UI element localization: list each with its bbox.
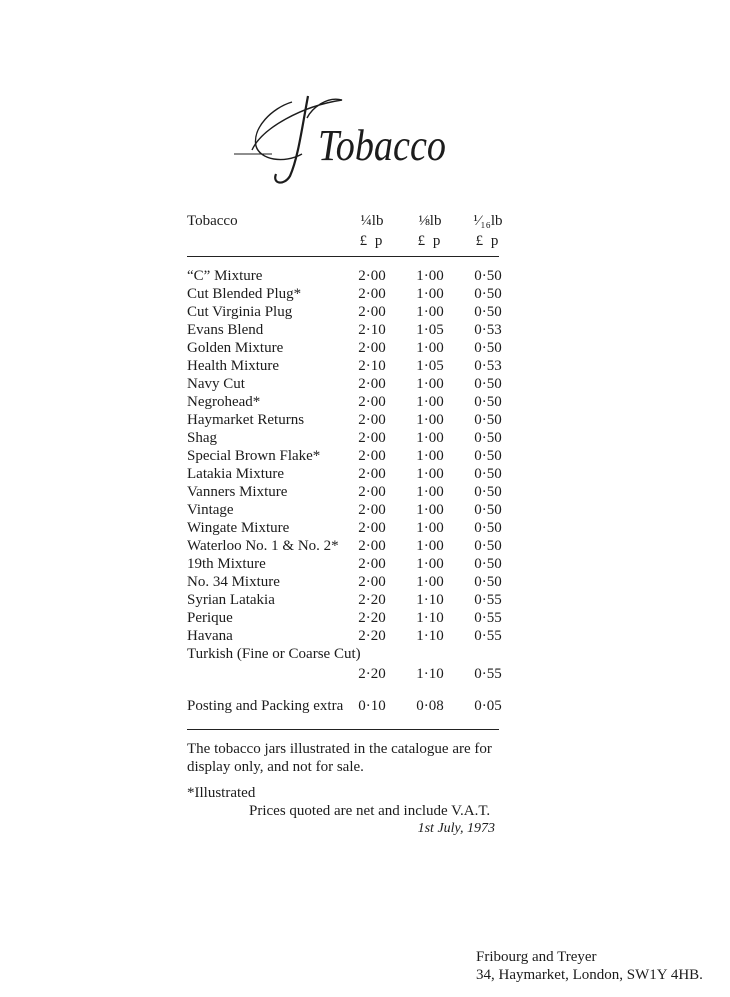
sixteenth-lb-price: 0·50 (474, 520, 502, 536)
table-row (187, 267, 502, 285)
sixteenth-lb-price: 0·50 (474, 484, 502, 500)
tobacco-name: Health Mixture (187, 358, 280, 374)
sixteenth-lb-price: 0·55 (474, 628, 502, 644)
eighth-lb-price: 1·00 (416, 448, 444, 464)
footer-rule (187, 729, 499, 730)
sixteenth-lb-price: 0·50 (474, 448, 502, 464)
column-header-quarter-lb: ¼lb (360, 213, 384, 229)
quarter-lb-price: 2·00 (358, 304, 386, 320)
eighth-lb-price: 1·00 (416, 466, 444, 482)
tobacco-name: Haymarket Returns (187, 412, 305, 428)
quarter-lb-price: 2·00 (358, 430, 386, 446)
tobacco-name: Cut Virginia Plug (187, 304, 293, 320)
sixteenth-lb-price: 0·50 (474, 430, 502, 446)
sixteenth-lb-price: 0·50 (474, 574, 502, 590)
illustrated-note: *Illustrated (187, 785, 256, 801)
price-table (187, 206, 503, 730)
tobacco-name: Latakia Mixture (187, 466, 285, 482)
sixteenth-lb-price: 0·50 (474, 268, 502, 284)
table-body (187, 267, 502, 683)
title-text: Tobacco (318, 121, 446, 170)
column-header-eighth-lb: ⅛lb (418, 213, 442, 229)
quarter-lb-price: 2·00 (358, 394, 386, 410)
tobacco-name: “C” Mixture (187, 268, 263, 284)
postage-label: Posting and Packing extra (187, 698, 344, 714)
tobacco-name: Negrohead* (187, 394, 261, 410)
eighth-lb-price: 1·05 (416, 322, 444, 338)
tobacco-name: Wingate Mixture (187, 520, 290, 536)
tobacco-name: Navy Cut (187, 376, 245, 392)
table-row (187, 357, 502, 375)
street-address: 34, Haymarket, London, SW1Y 4HB. (476, 967, 703, 983)
eighth-lb-price: 1·00 (416, 376, 444, 392)
eighth-lb-price: 1·10 (416, 666, 444, 682)
eighth-lb-price: 1·00 (416, 484, 444, 500)
sixteenth-lb-price: 0·55 (474, 610, 502, 626)
tobacco-name: Golden Mixture (187, 340, 284, 356)
eighth-lb-price: 1·00 (416, 394, 444, 410)
jars-note: The tobacco jars illustrated in the catalogue are for display only, and not for sale. (187, 741, 492, 775)
column-header-name: Tobacco (187, 213, 238, 229)
eighth-lb-price: 1·10 (416, 610, 444, 626)
sixteenth-lb-price: 0·50 (474, 412, 502, 428)
company-name: Fribourg and Treyer (476, 949, 597, 965)
sixteenth-lb-price: 0·53 (474, 322, 502, 338)
postage-row (187, 697, 502, 715)
title-flourish (232, 88, 452, 188)
tobacco-name: Vanners Mixture (187, 484, 288, 500)
eighth-lb-price: 1·00 (416, 538, 444, 554)
tobacco-name: Cut Blended Plug* (187, 286, 302, 302)
header-rule (187, 256, 499, 257)
eighth-lb-price: 1·10 (416, 592, 444, 608)
table-row (187, 537, 502, 555)
sixteenth-lb-price: 0·50 (474, 466, 502, 482)
eighth-lb-price: 1·10 (416, 628, 444, 644)
table-row (187, 609, 502, 627)
eighth-lb-price: 1·00 (416, 286, 444, 302)
quarter-lb-price: 2·00 (358, 412, 386, 428)
eighth-lb-price: 1·00 (416, 502, 444, 518)
quarter-lb-price: 2·20 (358, 666, 386, 682)
eighth-lb-price: 1·00 (416, 574, 444, 590)
quarter-lb-price: 2·20 (358, 628, 386, 644)
table-row (187, 411, 502, 429)
notes (187, 740, 517, 838)
table-row (187, 429, 502, 447)
currency-label: £ p (417, 233, 443, 249)
table-row (187, 375, 502, 393)
eighth-lb-price: 1·00 (416, 268, 444, 284)
table-row (187, 285, 502, 303)
column-header-sixteenth-lb: ¹⁄₁₆lb (473, 213, 503, 229)
table-row (187, 447, 502, 465)
quarter-lb-price: 2·00 (358, 520, 386, 536)
address (476, 948, 703, 984)
table-row (187, 339, 502, 357)
sixteenth-lb-price: 0·55 (474, 666, 502, 682)
quarter-lb-price: 2·00 (358, 556, 386, 572)
tobacco-name: Vintage (187, 502, 234, 518)
table-row (187, 573, 502, 591)
table-row (187, 627, 502, 645)
vat-note: Prices quoted are net and include V.A.T. (249, 803, 491, 819)
quarter-lb-price: 2·00 (358, 466, 386, 482)
quarter-lb-price: 2·00 (358, 286, 386, 302)
eighth-lb-price: 1·00 (416, 304, 444, 320)
table-row (187, 321, 502, 339)
sixteenth-lb-price: 0·50 (474, 340, 502, 356)
currency-label: £ p (475, 233, 501, 249)
quarter-lb-price: 2·00 (358, 376, 386, 392)
quarter-lb-price: 2·00 (358, 538, 386, 554)
table-row (187, 303, 502, 321)
sixteenth-lb-price: 0·50 (474, 556, 502, 572)
quarter-lb-price: 2·00 (358, 268, 386, 284)
postage-eighth-price: 0·08 (416, 698, 444, 714)
sixteenth-lb-price: 0·53 (474, 358, 502, 374)
sixteenth-lb-price: 0·50 (474, 394, 502, 410)
tobacco-name: Shag (187, 430, 217, 446)
eighth-lb-price: 1·00 (416, 556, 444, 572)
date-note: 1st July, 1973 (417, 821, 495, 836)
postage-sixteenth-price: 0·05 (474, 698, 502, 714)
eighth-lb-price: 1·00 (416, 412, 444, 428)
table-header (187, 206, 503, 254)
table-row (187, 519, 502, 537)
tobacco-name: 19th Mixture (187, 556, 266, 572)
eighth-lb-price: 1·00 (416, 430, 444, 446)
currency-label: £ p (359, 233, 385, 249)
eighth-lb-price: 1·00 (416, 520, 444, 536)
eighth-lb-price: 1·05 (416, 358, 444, 374)
tobacco-name: Turkish (Fine or Coarse Cut) (187, 646, 361, 662)
quarter-lb-price: 2·00 (358, 502, 386, 518)
sixteenth-lb-price: 0·50 (474, 538, 502, 554)
quarter-lb-price: 2·20 (358, 610, 386, 626)
sixteenth-lb-price: 0·50 (474, 502, 502, 518)
table-row (187, 555, 502, 573)
sixteenth-lb-price: 0·50 (474, 376, 502, 392)
eighth-lb-price: 1·00 (416, 340, 444, 356)
sixteenth-lb-price: 0·50 (474, 304, 502, 320)
page-title (232, 88, 452, 188)
table-row (187, 465, 502, 483)
quarter-lb-price: 2·00 (358, 448, 386, 464)
quarter-lb-price: 2·10 (358, 358, 386, 374)
table-row (187, 591, 502, 609)
sixteenth-lb-price: 0·50 (474, 286, 502, 302)
quarter-lb-price: 2·00 (358, 484, 386, 500)
quarter-lb-price: 2·00 (358, 574, 386, 590)
tobacco-name: Special Brown Flake* (187, 448, 321, 464)
table-row (187, 501, 502, 519)
sixteenth-lb-price: 0·55 (474, 592, 502, 608)
tobacco-name: Syrian Latakia (187, 592, 275, 608)
table-row (187, 645, 502, 683)
table-row (187, 393, 502, 411)
postage-quarter-price: 0·10 (358, 698, 386, 714)
quarter-lb-price: 2·20 (358, 592, 386, 608)
quarter-lb-price: 2·00 (358, 340, 386, 356)
tobacco-name: Havana (187, 628, 233, 644)
table-row (187, 483, 502, 501)
tobacco-name: Waterloo No. 1 & No. 2* (187, 538, 339, 554)
tobacco-name: No. 34 Mixture (187, 574, 280, 590)
tobacco-name: Evans Blend (187, 322, 264, 338)
tobacco-name: Perique (187, 610, 233, 626)
quarter-lb-price: 2·10 (358, 322, 386, 338)
